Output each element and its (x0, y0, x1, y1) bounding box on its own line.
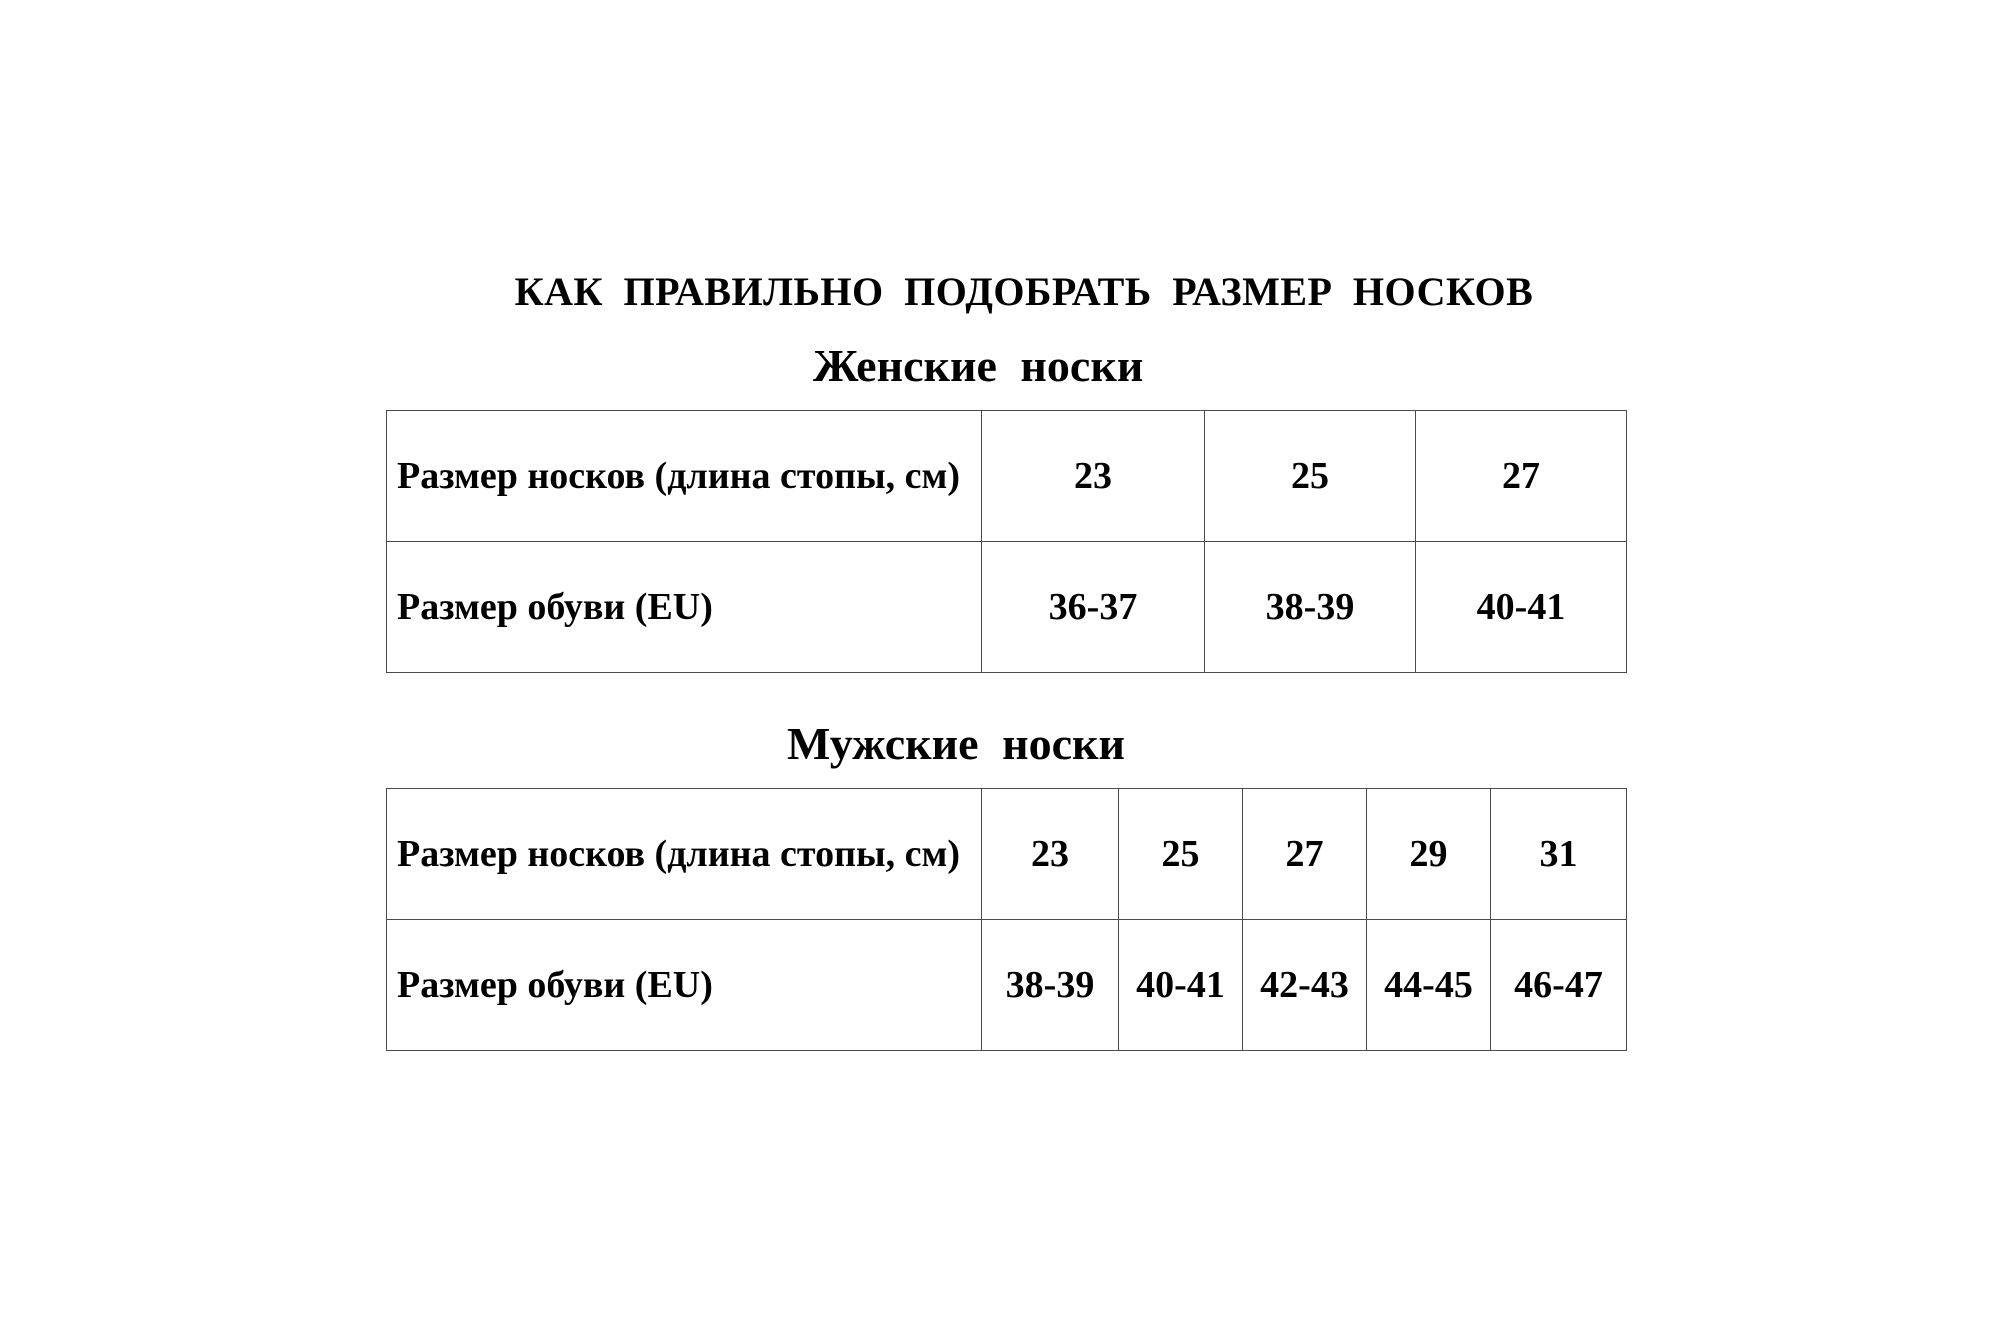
shoe-size-cell: 36-37 (982, 542, 1205, 673)
sock-size-cell: 29 (1367, 789, 1491, 920)
women-size-table (386, 410, 1627, 673)
sock-size-cell: 25 (1119, 789, 1243, 920)
men-socks-heading: Мужские носки (787, 718, 1125, 769)
sock-size-cell: 25 (1205, 411, 1416, 542)
row-label-sock-size: Размер носков (длина стопы, см) (387, 411, 982, 542)
shoe-size-cell: 44-45 (1367, 920, 1491, 1051)
table-row (387, 542, 1627, 673)
sock-size-cell: 27 (1243, 789, 1367, 920)
men-size-table (386, 788, 1627, 1051)
shoe-size-cell: 40-41 (1119, 920, 1243, 1051)
table-row (387, 789, 1627, 920)
shoe-size-cell: 42-43 (1243, 920, 1367, 1051)
women-socks-heading: Женские носки (813, 340, 1144, 391)
sock-size-cell: 23 (982, 789, 1119, 920)
table-row (387, 411, 1627, 542)
sock-size-cell: 31 (1491, 789, 1627, 920)
shoe-size-cell: 46-47 (1491, 920, 1627, 1051)
page-title: КАК ПРАВИЛЬНО ПОДОБРАТЬ РАЗМЕР НОСКОВ (514, 269, 1534, 314)
row-label-shoe-size: Размер обуви (EU) (387, 542, 982, 673)
shoe-size-cell: 38-39 (1205, 542, 1416, 673)
table-row (387, 920, 1627, 1051)
row-label-sock-size: Размер носков (длина стопы, см) (387, 789, 982, 920)
shoe-size-cell: 38-39 (982, 920, 1119, 1051)
shoe-size-cell: 40-41 (1416, 542, 1627, 673)
row-label-shoe-size: Размер обуви (EU) (387, 920, 982, 1051)
sock-size-cell: 27 (1416, 411, 1627, 542)
sock-size-cell: 23 (982, 411, 1205, 542)
